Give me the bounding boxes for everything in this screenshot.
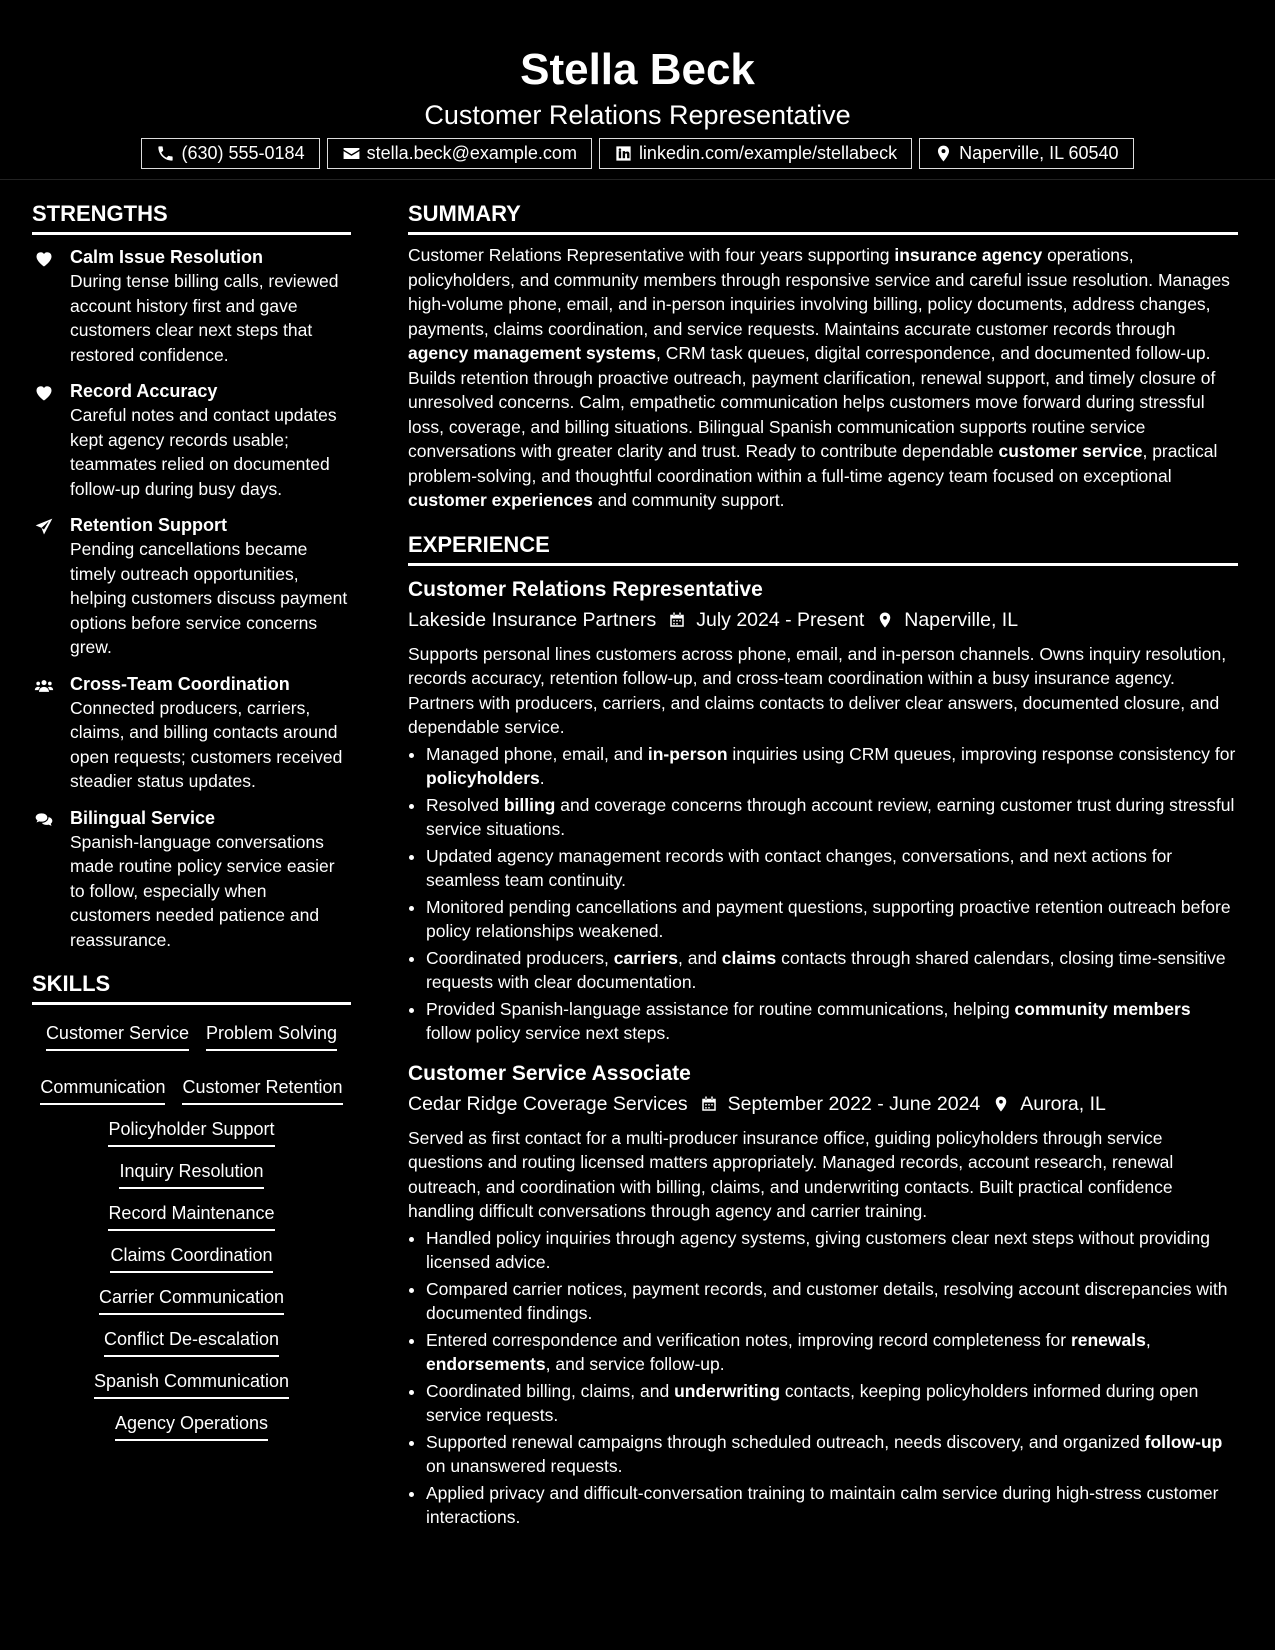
calendar-icon xyxy=(700,1095,718,1113)
linkedin-icon xyxy=(614,144,633,163)
strength-desc: Connected producers, carriers, claims, and billing contacts around open requests; customers received steadier status updates. xyxy=(70,697,343,791)
strength-desc: Careful notes and contact updates kept agency records usable; teammates relied on documented follow-up during busy days. xyxy=(70,405,337,499)
paper-plane-icon xyxy=(34,517,54,537)
summary-heading: SUMMARY xyxy=(408,200,1238,235)
emphasis-text: customer service xyxy=(998,441,1143,461)
skill-tag: Customer Service xyxy=(46,1021,189,1051)
skill-tag: Record Maintenance xyxy=(108,1201,274,1231)
strength-item xyxy=(32,806,351,953)
job-company: Cedar Ridge Coverage Services xyxy=(408,1092,688,1115)
emphasis-text: customer experiences xyxy=(408,490,593,510)
skill-tag: Policyholder Support xyxy=(108,1117,274,1147)
contact-linkedin[interactable] xyxy=(599,138,912,169)
strength-name: Bilingual Service xyxy=(70,807,216,828)
skill-tag: Agency Operations xyxy=(115,1411,268,1441)
right-column xyxy=(408,200,1238,1544)
users-icon xyxy=(34,676,54,696)
emphasis-text: community members xyxy=(1014,998,1191,1019)
strength-name: Record Accuracy xyxy=(70,381,218,401)
candidate-name: Stella Beck xyxy=(520,45,755,94)
resume-body xyxy=(0,180,1275,1544)
skill-tag: Problem Solving xyxy=(206,1021,337,1051)
job-bullet: • Coordinated producers, carriers, and claims contacts through shared calendars, closing time-sensitive requests with clear documentation. xyxy=(426,946,1238,995)
strength-item xyxy=(32,672,351,794)
job-dates: September 2022 - June 2024 xyxy=(727,1092,981,1115)
strength-desc: Pending cancellations became timely outreach opportunities, helping customers discuss payment options before service concerns grew. xyxy=(70,539,348,657)
job-bullet: • Entered correspondence and verification notes, improving record completeness for renewals, endorsements, and service follow-up. xyxy=(426,1328,1238,1377)
map-pin-icon xyxy=(934,144,953,163)
contact-text: linkedin.com/example/stellabeck xyxy=(638,143,898,163)
job-bullet: • Supported renewal campaigns through scheduled outreach, needs discovery, and organized follow-up on unanswered requests. xyxy=(426,1430,1238,1479)
envelope-icon xyxy=(342,144,361,163)
left-column xyxy=(32,200,351,1544)
heart-icon xyxy=(34,249,54,269)
calendar-icon xyxy=(668,611,686,629)
emphasis-text: billing xyxy=(503,794,556,815)
skill-tag: Conflict De-escalation xyxy=(104,1327,279,1357)
job-location: Naperville, IL xyxy=(904,608,1019,631)
job-bullet: • Compared carrier notices, payment records, and customer details, resolving account discrepancies with documented findings. xyxy=(426,1277,1238,1326)
job-meta xyxy=(408,606,1238,634)
emphasis-text: endorsements xyxy=(426,1354,546,1374)
job-bullet: • Monitored pending cancellations and payment questions, supporting proactive retention outreach before policy relationships weakened. xyxy=(426,895,1238,944)
job-description: Supports personal lines customers across phone, email, and in-person channels. Owns inquiry resolution, records accuracy, retention follow-up, and cross-team coordination within a busy insurance agency. Partners with producers, carriers, and claims contacts to deliver clear answers, documented closure, and dependable service. xyxy=(408,643,1227,737)
experience-heading: EXPERIENCE xyxy=(408,531,1238,566)
skill-tag: Inquiry Resolution xyxy=(119,1159,263,1189)
contact-location[interactable] xyxy=(919,138,1133,169)
skills-heading: SKILLS xyxy=(32,970,351,1005)
strength-name: Retention Support xyxy=(70,515,227,535)
experience-list xyxy=(408,576,1238,1530)
job-bullet: • Handled policy inquiries through agency systems, giving customers clear next steps without providing licensed advice. xyxy=(426,1226,1238,1275)
skill-tag: Claims Coordination xyxy=(110,1243,272,1273)
contact-bar xyxy=(0,138,1275,169)
job-bullets xyxy=(426,742,1238,1046)
map-pin-icon xyxy=(992,1095,1010,1113)
skill-tag: Customer Retention xyxy=(182,1075,342,1105)
strength-item xyxy=(32,245,351,367)
comments-icon xyxy=(34,810,54,830)
summary-text: Customer Relations Representative with four years supporting insurance agency operations, policyholders, and community members through responsive service and careful issue resolution. Manages high-volume phone, email, and in-person inquiries involving billing, policy documents, address changes, payments, claims coordination, and service requests. Maintains accurate customer records through agency management systems, CRM task queues, digital correspondence, and documented follow-up. Builds retention through proactive outreach, payment clarification, renewal support, and timely closure of unresolved concerns. Calm, empathetic communication helps customers move forward during stressful loss, coverage, and billing situations. Bilingual Spanish communication supports routine service conversations with greater clarity and trust. Ready to contribute dependable customer service, practical problem-solving, and thoughtful coordination within a full-time agency team focused on exceptional customer experiences and community support. xyxy=(408,245,1230,510)
candidate-title: Customer Relations Representative xyxy=(424,100,851,130)
strengths-heading: STRENGTHS xyxy=(32,200,351,235)
job-bullet: • Coordinated billing, claims, and underwriting contacts, keeping policyholders informed during open service requests. xyxy=(426,1379,1238,1428)
job-bullet: • Managed phone, email, and in-person inquiries using CRM queues, improving response consistency for policyholders. xyxy=(426,742,1238,791)
emphasis-text: underwriting xyxy=(674,1380,781,1401)
emphasis-text: agency management systems xyxy=(408,343,657,363)
emphasis-text: in-person xyxy=(647,743,728,764)
strength-item xyxy=(32,513,351,660)
emphasis-text: carriers xyxy=(613,947,678,968)
skill-tag: Carrier Communication xyxy=(99,1285,284,1315)
strength-desc: During tense billing calls, reviewed account history first and gave customers clear next steps that restored confidence. xyxy=(70,271,339,365)
contact-phone[interactable] xyxy=(141,138,319,169)
skills-list xyxy=(32,1021,351,1441)
job-title: Customer Relations Representative xyxy=(408,577,763,601)
emphasis-text: policyholders xyxy=(426,768,540,788)
job-entry xyxy=(408,576,1238,1046)
heart-icon xyxy=(34,383,54,403)
phone-icon xyxy=(156,144,175,163)
emphasis-text: insurance agency xyxy=(894,245,1043,265)
job-entry xyxy=(408,1060,1238,1530)
contact-text: Naperville, IL 60540 xyxy=(959,143,1119,163)
job-bullet: • Updated agency management records with contact changes, conversations, and next actions for seamless team continuity. xyxy=(426,844,1238,893)
job-meta xyxy=(408,1090,1238,1118)
job-location: Aurora, IL xyxy=(1020,1092,1106,1115)
strength-item xyxy=(32,379,351,501)
emphasis-text: follow-up xyxy=(1144,1431,1223,1452)
job-bullet: • Resolved billing and coverage concerns through account review, earning customer trust during stressful service situations. xyxy=(426,793,1238,842)
job-description: Served as first contact for a multi-producer insurance office, guiding policyholders through service questions and routing licensed matters appropriately. Managed records, account research, renewal outreach, and coordination with billing, claims, and underwriting contacts. Built practical confidence handling difficult conversations through agency and carrier training. xyxy=(408,1127,1174,1221)
skill-tag: Communication xyxy=(40,1075,165,1105)
job-title: Customer Service Associate xyxy=(408,1061,691,1085)
job-bullet: • Applied privacy and difficult-conversation training to maintain calm service during high-stress customer interactions. xyxy=(426,1481,1238,1530)
strength-name: Calm Issue Resolution xyxy=(70,247,264,267)
map-pin-icon xyxy=(876,611,894,629)
contact-text: stella.beck@example.com xyxy=(366,143,577,163)
strength-name: Cross-Team Coordination xyxy=(70,673,290,694)
job-bullets xyxy=(426,1226,1238,1530)
strength-desc: Spanish-language conversations made routine policy service easier to follow, especially when customers needed patience and reassurance. xyxy=(70,831,335,950)
contact-text: (630) 555-0184 xyxy=(181,143,305,163)
job-company: Lakeside Insurance Partners xyxy=(408,608,657,631)
job-bullet: • Provided Spanish-language assistance for routine communications, helping community members follow policy service next steps. xyxy=(426,997,1238,1046)
job-dates: July 2024 - Present xyxy=(696,608,865,631)
emphasis-text: claims xyxy=(721,947,777,968)
contact-email[interactable] xyxy=(327,138,592,169)
emphasis-text: renewals xyxy=(1070,1329,1146,1350)
resume-header xyxy=(0,0,1275,180)
skill-tag: Spanish Communication xyxy=(94,1369,289,1399)
